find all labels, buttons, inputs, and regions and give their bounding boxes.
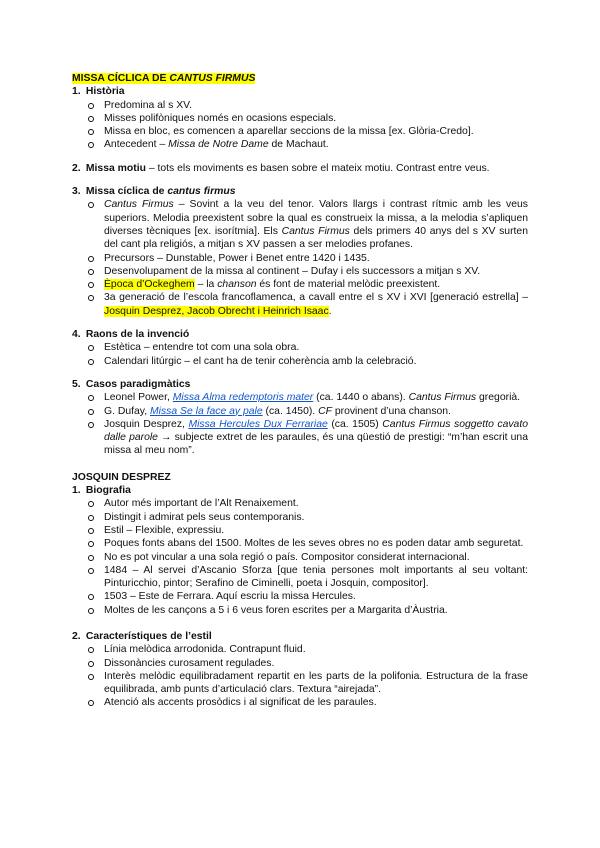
list-item: Josquin Desprez, Missa Hercules Dux Ferrariae (ca. 1505) Cantus Firmus soggetto cavato dalle parole → subjecte extret de les paraules, és una qüestió de prestigi: “m’han escrit una missa al meu nom”. [72, 418, 528, 458]
list-item: Calendari litúrgic – el cant ha de tenir coherència amb la celebració. [72, 355, 528, 368]
link-missa-alma[interactable]: Missa Alma redemptoris mater [172, 392, 314, 404]
list-item: 1503 – Este de Ferrara. Aquí escriu la missa Hercules. [72, 590, 528, 603]
list-item: 1484 – Al servei d’Ascanio Sforza [que tenia persones molt importants al seu voltant: Pinturicchio, pintor; Serafino de Ciminelli, poeta i Josquin, compositor]. [72, 564, 528, 591]
list-item: Poques fonts abans del 1500. Moltes de les seves obres no es poden datar amb seguretat. [72, 537, 528, 550]
list-historia [72, 99, 528, 152]
list-item: Dissonàncies curosament regulades. [72, 657, 528, 670]
document-content [72, 72, 528, 710]
list-item: Moltes de les cançons a 5 i 6 veus foren escrites per a Margarita d’Àustria. [72, 604, 528, 617]
list-missa-ciclica [72, 198, 528, 318]
list-item: Leonel Power, Missa Alma redemptoris mater (ca. 1440 o abans). Cantus Firmus gregorià. [72, 391, 528, 404]
list-item: Interès melòdic equilibradament repartit en les parts de la polifonia. Estructura de la frase equilibrada, amb punts d’articulació clars. Textura “airejada”. [72, 670, 528, 697]
heading-raons: 4. Raons de la invenció [72, 329, 190, 341]
list-item: Antecedent – Missa de Notre Dame de Machaut. [72, 138, 528, 151]
heading-biografia: 1. Biografia [72, 485, 131, 497]
heading-casos: 5. Casos paradigmàtics [72, 378, 191, 390]
list-item: Distingit i admirat pels seus contemporanis. [72, 511, 528, 524]
section-title-josquin: JOSQUIN DESPREZ [72, 471, 171, 483]
list-raons [72, 341, 528, 368]
list-item: Època d’Ockeghem – la chanson és font de material melòdic preexistent. [72, 278, 528, 291]
list-casos [72, 391, 528, 457]
heading-caracteristiques: 2. Característiques de l’estil [72, 630, 212, 642]
list-item: Estil – Flexible, expressiu. [72, 524, 528, 537]
heading-historia: 1. Història [72, 86, 125, 98]
link-missa-se-la-face[interactable]: Missa Se la face ay pale [150, 405, 263, 417]
link-missa-hercules[interactable]: Missa Hercules Dux Ferrariae [188, 418, 328, 430]
list-item: Precursors – Dunstable, Power i Benet entre 1420 i 1435. [72, 252, 528, 265]
section-title-missa: MISSA CÍCLICA DE CANTUS FIRMUS [72, 73, 256, 84]
list-item: Predomina al s XV. [72, 99, 528, 112]
list-item: G. Dufay, Missa Se la face ay pale (ca. 1450). CF provinent d’una chanson. [72, 405, 528, 418]
list-item: No es pot vincular a una sola regió o país. Compositor considerat internacional. [72, 551, 528, 564]
list-item: Misses polifòniques només en ocasions especials. [72, 112, 528, 125]
list-item: Autor més important de l’Alt Renaixement. [72, 497, 528, 510]
heading-missa-motiu: 2. Missa motiu – tots els moviments es basen sobre el mateix motiu. Contrast entre veus. [72, 162, 490, 174]
heading-missa-ciclica: 3. Missa cíclica de cantus firmus [72, 186, 236, 198]
list-item: Desenvolupament de la missa al continent – Dufay i els successors a mitjan s XV. [72, 265, 528, 278]
list-caracteristiques [72, 643, 528, 709]
list-item: 3a generació de l’escola francoflamenca, a cavall entre el s XV i XVI [generació estrella] – Josquin Desprez, Jacob Obrecht i Heinrich Isaac. [72, 291, 528, 318]
list-item: Estètica – entendre tot com una sola obra. [72, 341, 528, 354]
list-item: Atenció als accents prosòdics i al significat de les paraules. [72, 696, 528, 709]
list-item: Missa en bloc, es comencen a aparellar seccions de la missa [ex. Glòria-Credo]. [72, 125, 528, 138]
list-biografia [72, 497, 528, 617]
list-item: Línia melòdica arrodonida. Contrapunt fluid. [72, 643, 528, 656]
list-item: Cantus Firmus – Sovint a la veu del tenor. Valors llargs i contrast rítmic amb les veus superiors. Melodia preexistent sobre la qual es construeix la missa, a la melodia s’apliquen diverses tècniques [ex. isorítmia]. Els Cantus Firmus dels primers 40 anys del s XV surten del cant pla religiós, a mitjan s XV passen a ser melodies profanes. [72, 198, 528, 251]
